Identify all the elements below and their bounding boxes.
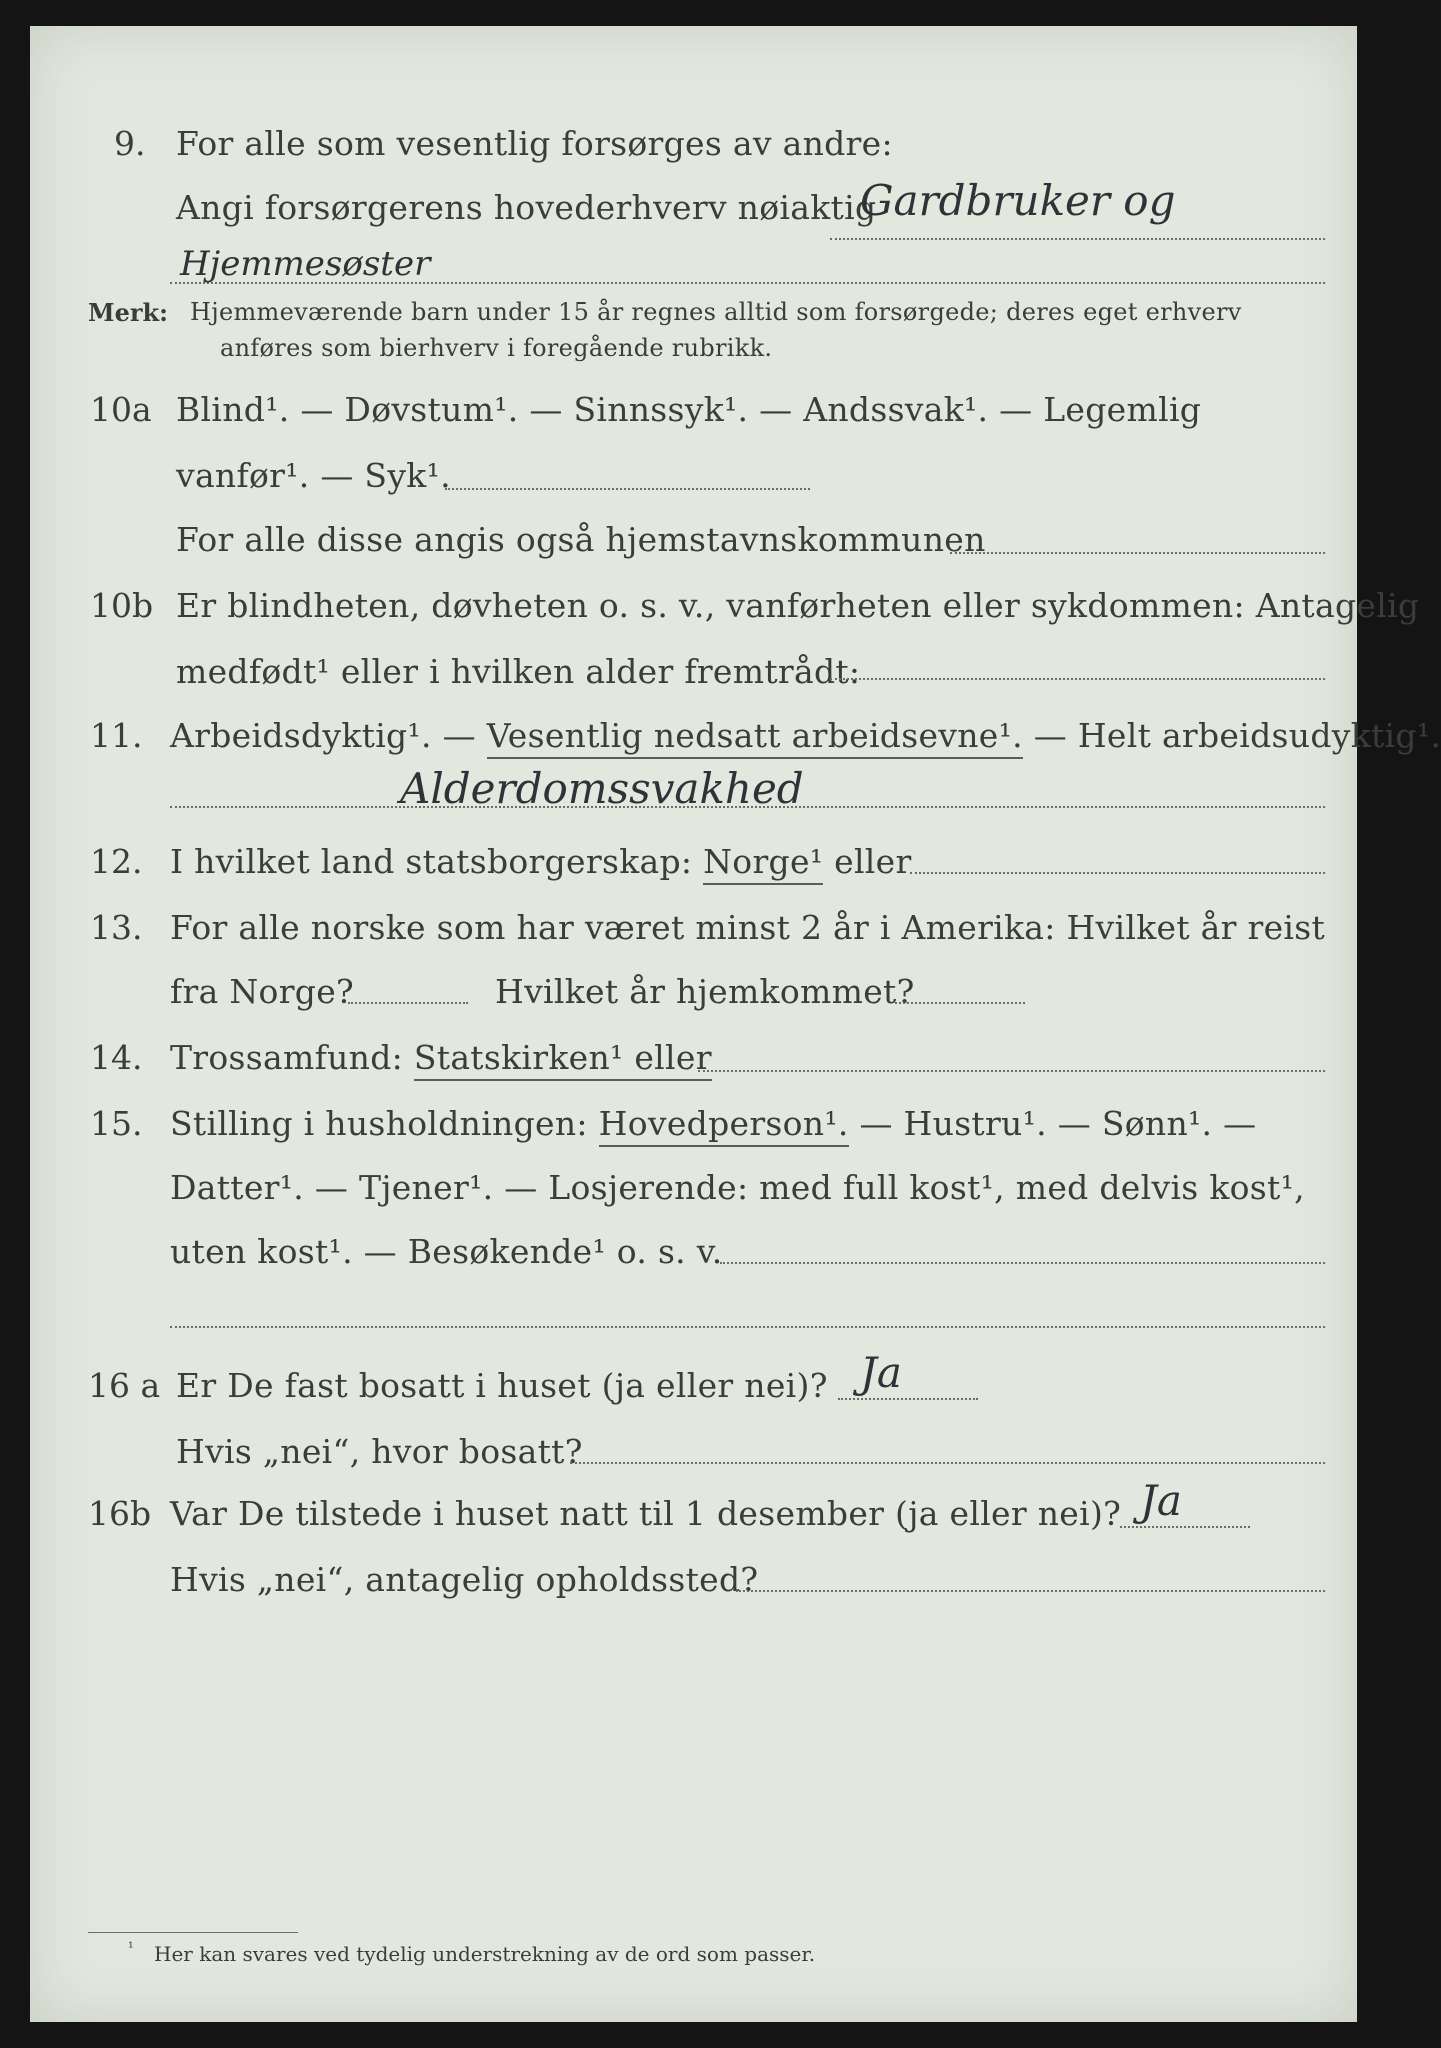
q11-handwritten-answer: Alderdomssvakhed bbox=[400, 764, 804, 813]
q14-number: 14. bbox=[90, 1038, 143, 1077]
q9-line1: For alle som vesentlig forsørges av andre: bbox=[176, 124, 893, 163]
q9-handwritten-answer2: Hjemmesøster bbox=[180, 244, 431, 284]
q10b-line1: Er blindheten, døvheten o. s. v., vanførheten eller sykdommen: Antagelig bbox=[176, 586, 1420, 625]
q12-option-norge: Norge¹ bbox=[703, 842, 823, 885]
q13-number: 13. bbox=[90, 908, 143, 947]
q12-line bbox=[170, 842, 912, 881]
q11-option-arbeidsdyktig: Arbeidsdyktig¹. — bbox=[170, 716, 476, 755]
q9-handwritten-answer1: Gardbruker og bbox=[860, 176, 1176, 225]
q12-fill bbox=[910, 872, 1325, 874]
q14-fill bbox=[698, 1070, 1325, 1072]
q15-other-options: — Hustru¹. — Sønn¹. — bbox=[859, 1104, 1257, 1143]
q12-question: I hvilket land statsborgerskap: bbox=[170, 842, 693, 881]
q15-fill bbox=[720, 1262, 1325, 1264]
q16b-line1: Var De tilstede i huset natt til 1 desember (ja eller nei)? bbox=[170, 1494, 1122, 1533]
q15-fill2 bbox=[170, 1326, 1325, 1328]
q16b-answer-line bbox=[1120, 1526, 1250, 1528]
q9-number: 9. bbox=[114, 124, 146, 163]
q13-reist-fill bbox=[348, 1002, 468, 1004]
q10b-line2: medfødt¹ eller i hvilken alder fremtrådt: bbox=[176, 652, 861, 691]
q10a-line2: vanfør¹. — Syk¹. bbox=[176, 456, 451, 495]
q14-line bbox=[170, 1038, 712, 1077]
q10b-number: 10b bbox=[90, 586, 154, 625]
q13-line1: For alle norske som har været minst 2 år i Amerika: Hvilket år reist bbox=[170, 908, 1326, 947]
q15-question: Stilling i husholdningen: bbox=[170, 1104, 588, 1143]
footnote-mark: ¹ bbox=[128, 1940, 134, 1956]
merk-line1: Hjemmeværende barn under 15 år regnes alltid som forsørgede; deres eget erhverv bbox=[190, 298, 1242, 326]
q16b-fill bbox=[736, 1590, 1325, 1592]
q10a-line3: For alle disse angis også hjemstavnskommunen bbox=[176, 520, 986, 559]
q15-option-hovedperson: Hovedperson¹. bbox=[599, 1104, 849, 1147]
q11-option-nedsatt: Vesentlig nedsatt arbeidsevne¹. bbox=[487, 716, 1023, 759]
q16a-answer-line bbox=[838, 1398, 978, 1400]
q16b-line2: Hvis „nei“, antagelig opholdssted? bbox=[170, 1560, 759, 1599]
q14-question: Trossamfund: bbox=[170, 1038, 404, 1077]
q10a-number: 10a bbox=[90, 390, 152, 429]
q15-line2: Datter¹. — Tjener¹. — Losjerende: med full kost¹, med delvis kost¹, bbox=[170, 1168, 1305, 1207]
q16a-line2: Hvis „nei“, hvor bosatt? bbox=[176, 1432, 583, 1471]
footnote-rule bbox=[88, 1932, 298, 1933]
q11-number: 11. bbox=[90, 716, 143, 755]
q16b-number: 16b bbox=[88, 1494, 152, 1533]
q12-option-eller: eller bbox=[834, 842, 912, 881]
q11-line1 bbox=[170, 716, 1441, 755]
q10a-line2-fill bbox=[445, 488, 810, 490]
q15-line3: uten kost¹. — Besøkende¹ o. s. v. bbox=[170, 1232, 723, 1271]
q13-hjemkommet-fill bbox=[895, 1002, 1025, 1004]
q15-line1 bbox=[170, 1104, 1256, 1143]
q16b-handwritten-answer: Ja bbox=[1140, 1476, 1182, 1525]
q13-line2a: fra Norge? bbox=[170, 972, 355, 1011]
q16a-line1: Er De fast bosatt i huset (ja eller nei)? bbox=[176, 1366, 828, 1405]
q9-line2: Angi forsørgerens hovederhverv nøiaktig bbox=[176, 188, 877, 227]
q9-answer-line bbox=[830, 238, 1325, 240]
merk-label: Merk: bbox=[88, 298, 168, 327]
q16a-handwritten-answer: Ja bbox=[860, 1348, 902, 1397]
q10a-line1: Blind¹. — Døvstum¹. — Sinnssyk¹. — Andssvak¹. — Legemlig bbox=[176, 390, 1202, 429]
footnote-text: Her kan svares ved tydelig understrekning av de ord som passer. bbox=[154, 1942, 816, 1966]
q15-number: 15. bbox=[90, 1104, 143, 1143]
census-form-page bbox=[30, 26, 1441, 2022]
q10a-line3-fill bbox=[950, 552, 1325, 554]
q10b-line2-fill bbox=[830, 678, 1325, 680]
q16a-number: 16 a bbox=[88, 1366, 161, 1405]
merk-line2: anføres som bierhverv i foregående rubrikk. bbox=[220, 334, 773, 362]
q14-option-statskirken: Statskirken¹ eller bbox=[414, 1038, 712, 1081]
q12-number: 12. bbox=[90, 842, 143, 881]
q11-option-udyktig: — Helt arbeidsudyktig¹. bbox=[1033, 716, 1441, 755]
q16a-fill bbox=[570, 1462, 1325, 1464]
q13-line2b: Hvilket år hjemkommet? bbox=[495, 972, 915, 1011]
